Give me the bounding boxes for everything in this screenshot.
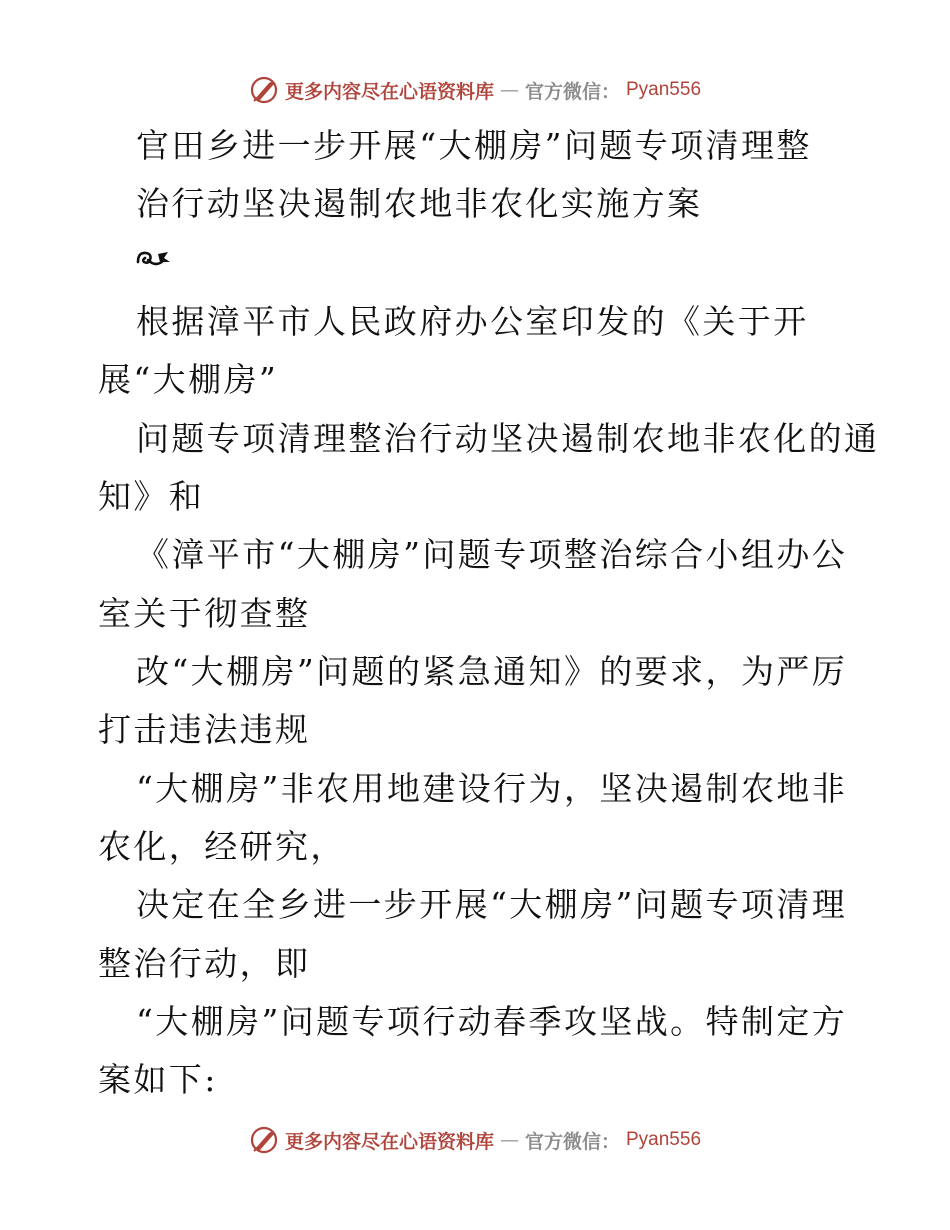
banner-separator: — [499, 1129, 519, 1151]
body-line: 打击违法违规 [98, 710, 311, 749]
body-line: 知》和 [98, 477, 205, 516]
banner-wechat-label: 官方微信： [524, 1130, 620, 1153]
banner-text: 更多内容尽在心语资料库 [284, 80, 494, 103]
quill-pen-logo-icon [249, 75, 279, 105]
banner-separator: — [499, 79, 519, 101]
body-line: 《漳平市“大棚房”问题专项整治综合小组办公 [136, 535, 848, 574]
banner-wechat-label: 官方微信： [524, 80, 620, 103]
body-line: 室关于彻查整 [98, 594, 311, 633]
title-line-1: 官田乡进一步开展“大棚房”问题专项清理整 [136, 126, 812, 165]
body-line: “大棚房”问题专项行动春季攻坚战。特制定方 [136, 1002, 848, 1041]
body-line: “大棚房”非农用地建设行为，坚决遏制农地非 [136, 769, 848, 808]
quill-pen-logo-icon [249, 1125, 279, 1155]
body-line: 案如下: [98, 1060, 218, 1099]
banner-wechat-id: Pyan556 [626, 79, 702, 100]
footer-banner [0, 1120, 950, 1160]
title-line-2: 治行动坚决遏制农地非农化实施方案 [136, 184, 703, 223]
body-line: 整治行动，即 [98, 944, 311, 983]
banner-text: 更多内容尽在心语资料库 [284, 1130, 494, 1153]
body-line: 展“大棚房” [98, 360, 279, 399]
header-banner [0, 70, 950, 110]
body-line: 根据漳平市人民政府办公室印发的《关于开 [136, 302, 809, 341]
body-line: 决定在全乡进一步开展“大棚房”问题专项清理 [136, 885, 848, 924]
body-line: 改“大棚房”问题的紧急通知》的要求，为严厉 [136, 652, 848, 691]
banner-wechat-id: Pyan556 [626, 1129, 702, 1150]
body-line: 农化，经研究， [98, 827, 346, 866]
body-line: 问题专项清理整治行动坚决遏制农地非农化的通 [136, 419, 880, 458]
fleuron-icon [134, 244, 174, 274]
